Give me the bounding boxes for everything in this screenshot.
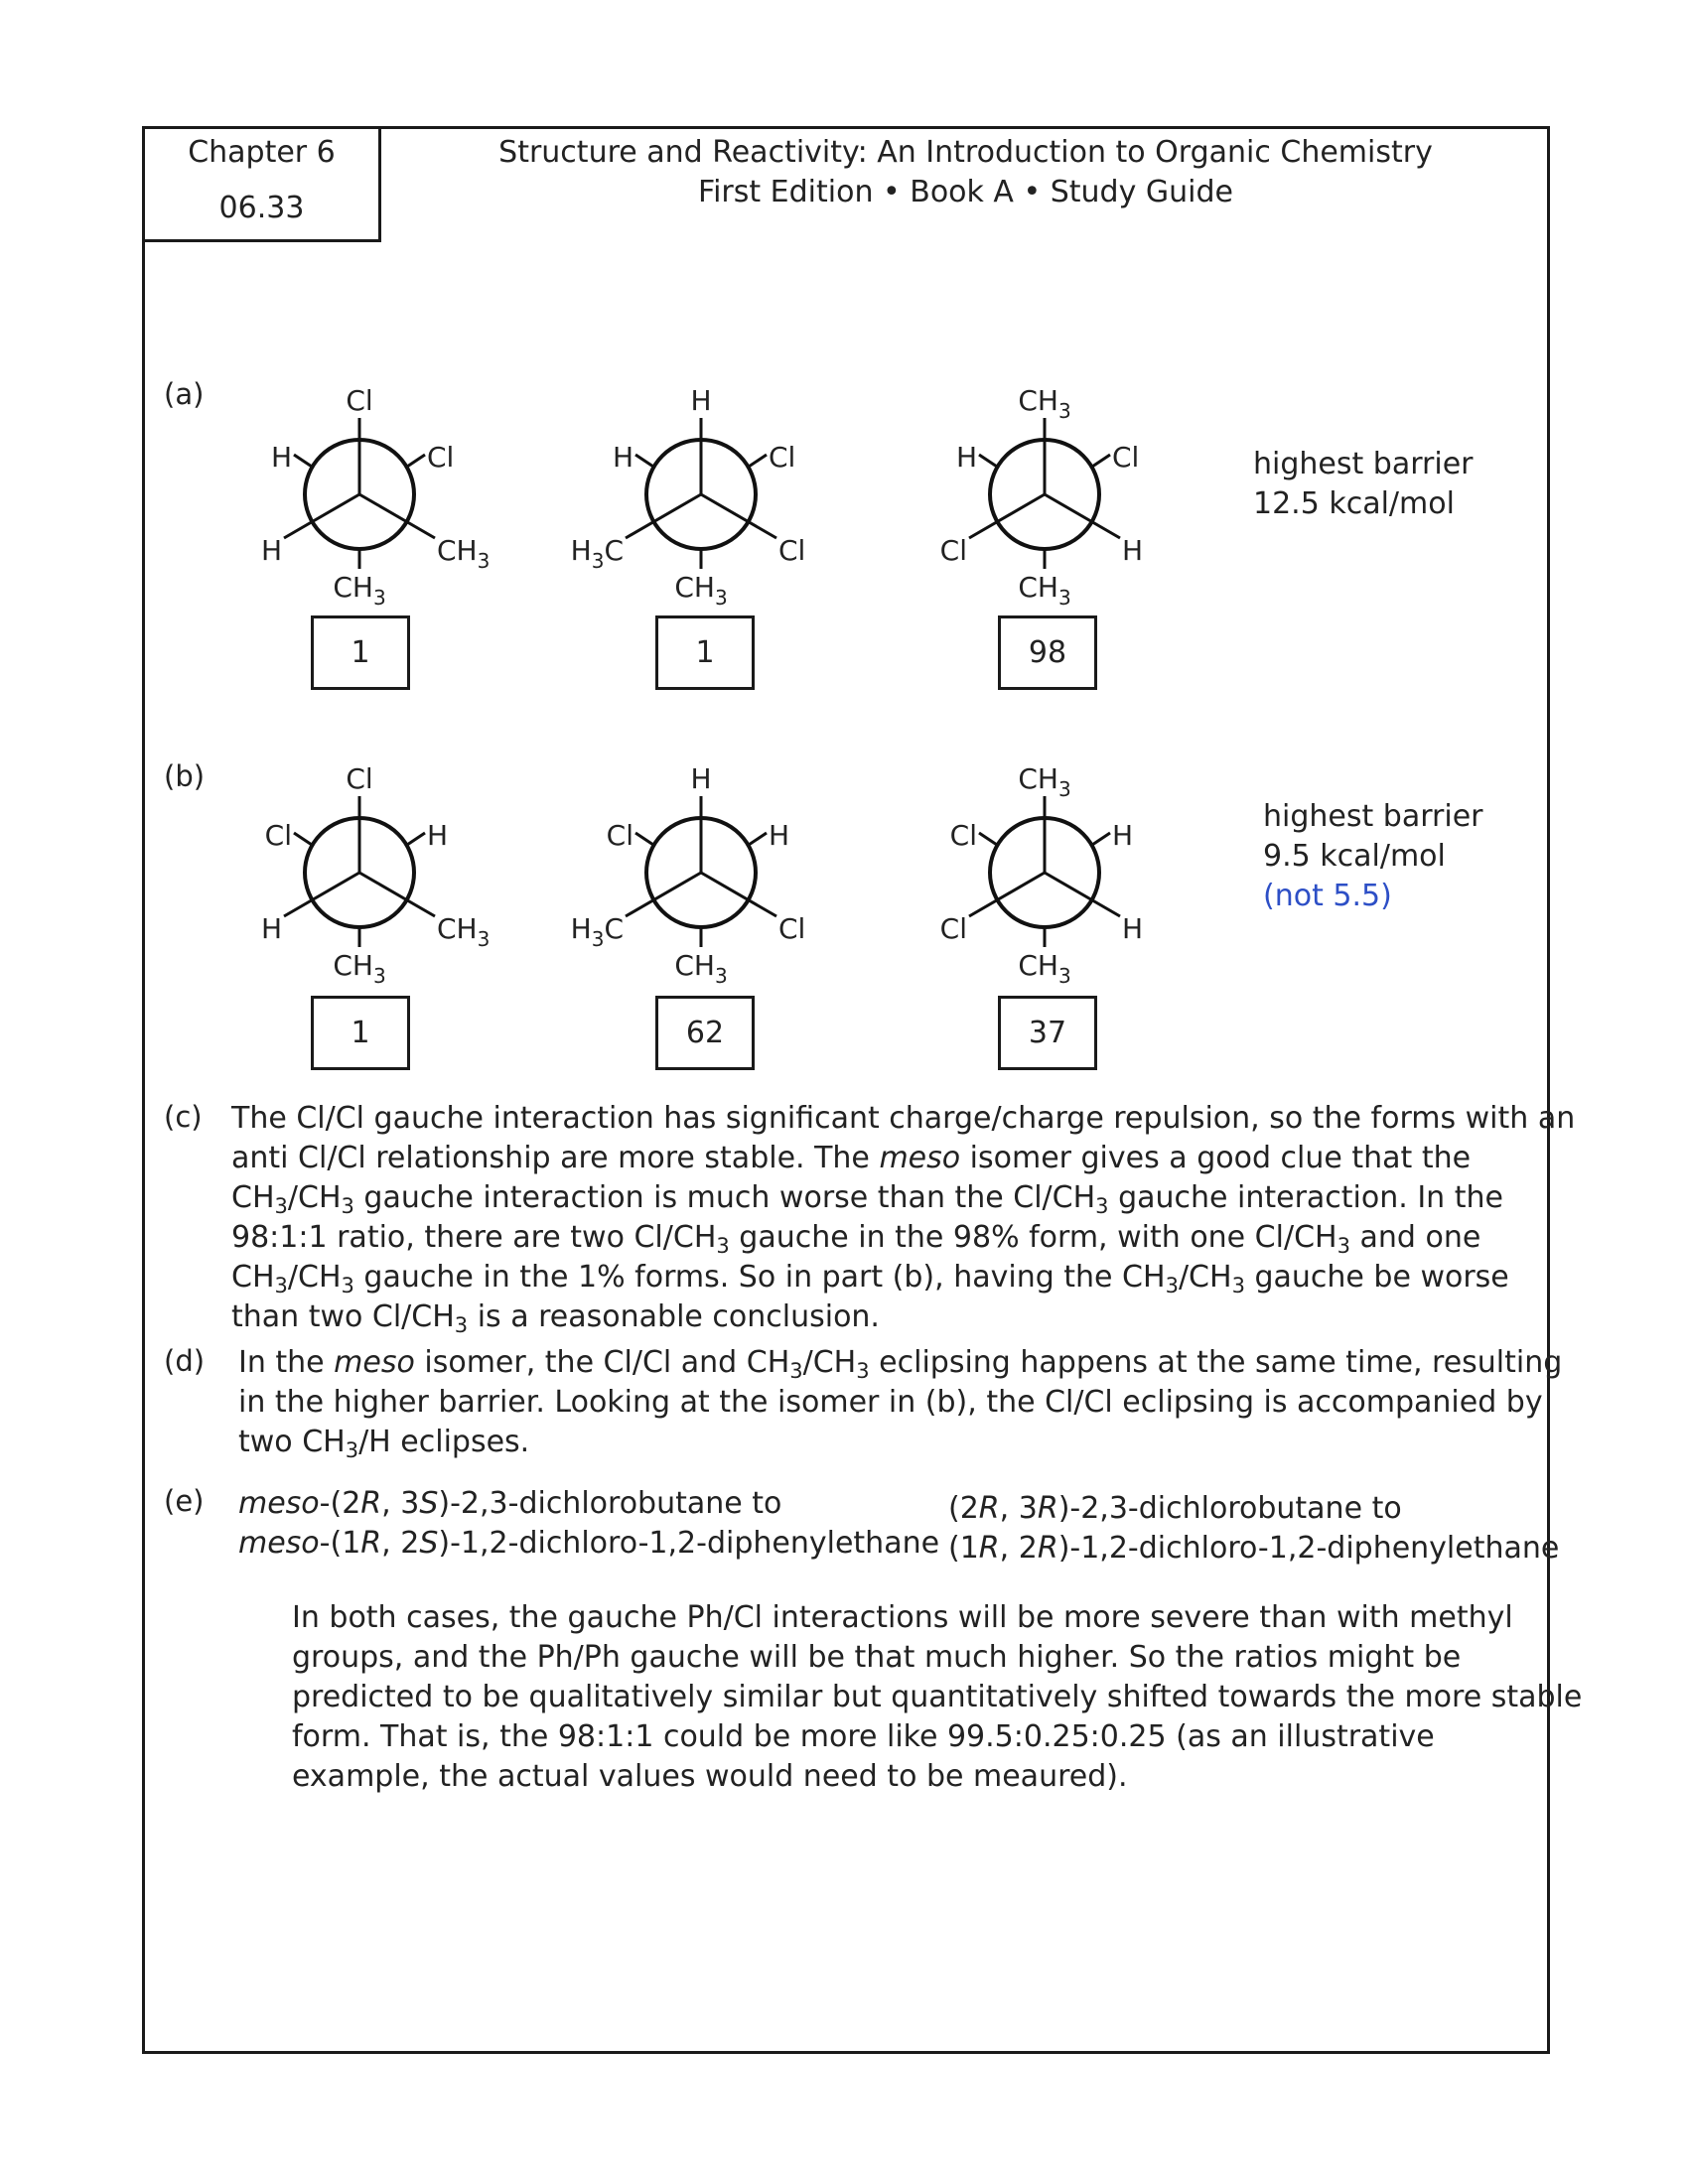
book-title: Structure and Reactivity: An Introduction to Organic Chemistry xyxy=(498,135,1433,170)
substituent-upper-right: H xyxy=(1112,819,1134,852)
substituent-lower-right: $CH_3$ xyxy=(437,912,491,951)
substituent-upper-right: H xyxy=(427,819,449,852)
substituent-upper-left: Cl xyxy=(949,819,977,852)
substituent-lower-right: $CH_3$ xyxy=(437,534,491,573)
substituent-lower-left: $H_3C$ xyxy=(570,534,624,573)
substituent-lower-right: Cl xyxy=(778,534,806,567)
back-bond xyxy=(1092,455,1110,467)
substituent-top: $CH_3$ xyxy=(1018,384,1071,423)
substituent-top: H xyxy=(690,762,712,795)
chapter-label: Chapter 6 xyxy=(188,135,336,170)
meso-conversion: meso-(2R, 3S)-2,3-dichlorobutane to meso-(1R, 2S)-1,2-dichloro-1,2-diphenylethane xyxy=(238,1486,940,1561)
substituent-upper-right: Cl xyxy=(427,441,455,474)
substituent-bottom: $CH_3$ xyxy=(1018,949,1071,988)
book-subtitle: First Edition • Book A • Study Guide xyxy=(698,175,1233,209)
substituent-top: $CH_3$ xyxy=(1018,762,1071,801)
part-c-text: The Cl/Cl gauche interaction has significant charge/charge repulsion, so the forms with an anti Cl/Cl relationship are more stable. The meso isomer gives a good clue that the $CH_3/CH_3$ gauche interaction is much worse than the $Cl/CH_3$ gauche interaction. In the 98:1:1 ratio, there are two $Cl/CH_3$ gauche in the 98% form, with one $Cl/CH_3$ and one $CH_3/CH_3$ gauche in the 1% forms. So in part (b), having the $CH_3/CH_3$ gauche be worse than two $Cl/CH_3$ is a reasonable conclusion. xyxy=(231,1101,1576,1337)
ratio-box: 98 xyxy=(998,615,1097,690)
chiral-conversion: (2R, 3R)-2,3-dichlorobutane to (1R, 2R)-1,2-dichloro-1,2-diphenylethane xyxy=(948,1491,1560,1566)
back-bond xyxy=(1092,833,1110,845)
part-d-label: (d) xyxy=(164,1344,206,1378)
back-bond xyxy=(635,833,653,845)
back-bond xyxy=(294,833,312,845)
substituent-upper-right: Cl xyxy=(769,441,796,474)
substituent-lower-left: Cl xyxy=(939,534,967,567)
substituent-bottom: $CH_3$ xyxy=(1018,571,1071,610)
substituent-top: H xyxy=(690,384,712,417)
substituent-upper-left: H xyxy=(955,441,977,474)
substituent-lower-right: H xyxy=(1122,534,1144,567)
part-a-label: (a) xyxy=(164,377,205,411)
substituent-lower-left: Cl xyxy=(939,912,967,945)
back-bond xyxy=(979,455,997,467)
back-bond xyxy=(407,455,425,467)
newman-projection xyxy=(261,762,490,988)
substituent-lower-right: Cl xyxy=(778,912,806,945)
substituent-lower-left: H xyxy=(260,534,282,567)
back-bond xyxy=(749,833,767,845)
substituent-upper-left: H xyxy=(270,441,292,474)
ratio-box: 37 xyxy=(998,996,1097,1070)
back-bond xyxy=(294,455,312,467)
part-d-text: In the meso isomer, the Cl/Cl and $CH_3/CH_3$ eclipsing happens at the same time, resulting in the higher barrier. Looking at the isomer in (b), the Cl/Cl eclipsing is accompanied by two $CH_3/H$ eclipses. xyxy=(238,1345,1563,1462)
newman-projection xyxy=(261,384,490,610)
part-e-explanation: In both cases, the gauche Ph/Cl interactions will be more severe than with methyl groups, and the Ph/Ph gauche will be that much higher. So the ratios might be predicted to be qualitatively similar but quantitatively shifted towards the more stable form. That is, the 98:1:1 could be more like 99.5:0.25:0.25 (as an illustrative example, the actual values would need to be meaured). xyxy=(292,1600,1583,1794)
substituent-upper-right: Cl xyxy=(1112,441,1140,474)
part-e-label: (e) xyxy=(164,1484,205,1518)
substituent-upper-left: H xyxy=(612,441,633,474)
ratio-box: 1 xyxy=(655,615,755,690)
substituent-bottom: $CH_3$ xyxy=(674,571,728,610)
newman-projection xyxy=(571,384,806,610)
part-b-label: (b) xyxy=(164,759,206,793)
substituent-bottom: $CH_3$ xyxy=(333,949,386,988)
substituent-top: Cl xyxy=(346,384,373,417)
back-bond xyxy=(635,455,653,467)
newman-projection xyxy=(940,762,1143,988)
substituent-top: Cl xyxy=(346,762,373,795)
back-bond xyxy=(749,455,767,467)
substituent-bottom: $CH_3$ xyxy=(333,571,386,610)
ratio-box: 62 xyxy=(655,996,755,1070)
ratio-box: 1 xyxy=(311,615,410,690)
correction-note: (not 5.5) xyxy=(1263,879,1392,913)
substituent-lower-left: H xyxy=(260,912,282,945)
newman-projection xyxy=(940,384,1143,610)
substituent-upper-right: H xyxy=(769,819,790,852)
substituent-lower-left: $H_3C$ xyxy=(570,912,624,951)
substituent-upper-left: Cl xyxy=(606,819,633,852)
substituent-lower-right: H xyxy=(1122,912,1144,945)
problem-number: 06.33 xyxy=(218,191,305,225)
back-bond xyxy=(979,833,997,845)
back-bond xyxy=(407,833,425,845)
barrier-note-a: highest barrier 12.5 kcal/mol xyxy=(1253,447,1474,521)
substituent-upper-left: Cl xyxy=(264,819,292,852)
ratio-box: 1 xyxy=(311,996,410,1070)
substituent-bottom: $CH_3$ xyxy=(674,949,728,988)
newman-projection xyxy=(571,762,806,988)
part-c-label: (c) xyxy=(164,1100,203,1134)
barrier-note-b: highest barrier 9.5 kcal/mol (not 5.5) xyxy=(1263,797,1482,916)
